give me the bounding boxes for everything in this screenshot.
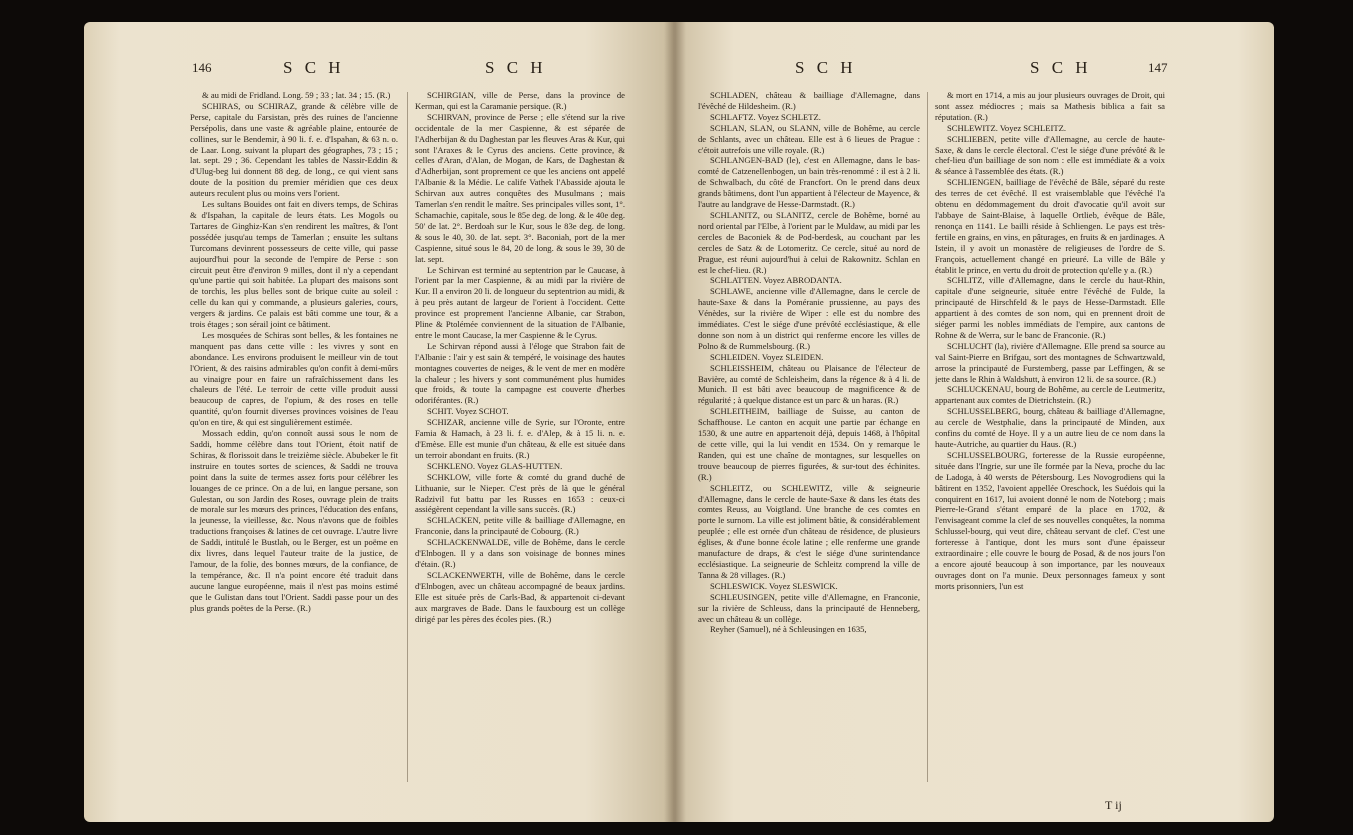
entry-paragraph: SCHLEWITZ. Voyez SCHLEITZ. <box>947 122 1067 133</box>
entry-paragraph: Reyher (Samuel), né à Schleusingen en 1635, <box>710 624 867 635</box>
entry-paragraph: SCHLIENGEN, bailliage de l'évêché de Bâle, séparé du reste des terres de cet évêché. Il est vraisemblable que l'évêché l'a obtenu en dédommagement du droit d'avocatie qu'il avoit sur l'abbaye de Saint-Blaise, à laquelle Ortlieb, évêque de Bâle, renonça en 1141. Le bailli réside à Schliengen. Le pays est très-fertile en grains, en vins, en pâturages, en fruits & en jardinages. A Istein, il y avoit un monastère de religieuses de l'ordre de S. François, actuellement changé en prieuré. La ville de Bâle y établit le prince, en vertu du droit de protection qu'elle y a. (R.) <box>935 177 1165 275</box>
entry-paragraph: SCHLEISSHEIM, château ou Plaisance de l'électeur de Bavière, au comté de Schleisheim, dans la régence & à 4 li. de Munich. Il est bâti avec beaucoup de magnificence & de régularité ; à quelque distance est un parc & un haras. (R.) <box>698 362 920 406</box>
entry-paragraph: SCLACKENWERTH, ville de Bohême, dans le cercle d'Elnbogen, avec un château accompagné de beaux jardins. Elle est située près de Carls-Bad, & appartenoit ci-devant aux margraves de Bade. Dans le fauxbourg est un collège dirigé par les pères des écoles pies. (R.) <box>415 569 625 624</box>
entry-paragraph: SCHIRAS, ou SCHIRAZ, grande & célèbre ville de Perse, capitale du Farsistan, près des ruines de l'ancienne Persépolis, dans une vaste & agréable plaine, entourée de collines, sur le Bendemir, à 90 li. f. e. d'Ispahan, & 63 n. o. de Laar. Long. suivant la plupart des géographes, 73 ; 15 ; lat. sept. 29 ; 36. Cependant les tables de Nassir-Eddin & d'Ulug-beg lui donnent 88 deg. de long., ce qui vient sans doute de la position du premier méridien que ces deux auteurs reculent plus ou moins vers l'orient. <box>190 100 398 199</box>
entry-paragraph: SCHKLOW, ville forte & comté du grand duché de Lithuanie, sur le Nieper. C'est près de là que le général Radzivil fut battu par les Russes en 1653 : ceux-ci assiégèrent cependant la ville sans succès. (R.) <box>415 471 625 515</box>
entry-paragraph: SCHLEITZ, ou SCHLEWITZ, ville & seigneurie d'Allemagne, dans le cercle de haute-Saxe & dans les états des comtes Reuss, au Voigtland. Une branche de ces comtes en porte le surnom. La ville est joliment bâtie, & considérablement peuplée ; elle est ornée d'un château de résidence, de plusieurs églises, & d'une bonne école latine ; elle renferme une grande manufacture de draps, & c'est le siége d'une surintendance ecclésiastique. La seigneurie de Schleitz comprend la ville de Tanna & 28 villages. (R.) <box>698 482 920 580</box>
entry-paragraph: SCHKLENO. Voyez GLAS-HUTTEN. <box>427 460 563 471</box>
entry-paragraph: SCHLACKENWALDE, ville de Bohême, dans le cercle d'Elnbogen. Il y a dans son voisinage de bonnes mines d'étain. (R.) <box>415 537 625 569</box>
signature-mark: T ij <box>1105 798 1122 812</box>
entry-paragraph: SCHLAN, SLAN, ou SLANN, ville de Bohême, au cercle de Schlants, avec un château. Elle est à 6 lieues de Prague : c'étoit autrefois une ville royale. (R.) <box>698 122 920 155</box>
entry-paragraph: SCHLITZ, ville d'Allemagne, dans le cercle du haut-Rhin, capitale d'une seigneurie, située entre l'évêché de Fulde, la principauté de Hirschfeld & le pays de Hesse-Darmstadt. Elle appartient à des comtes de son nom, qui en prennent droit de siéger parmi les nobles immédiats de l'empire, aux cantons de Rohne & de Werra, sur le banc de Franconie. (R.) <box>935 275 1165 340</box>
entry-paragraph: SCHLEIDEN. Voyez SLEIDEN. <box>710 351 824 362</box>
entry-paragraph: & mort en 1714, a mis au jour plusieurs ouvrages de Droit, qui sont assez médiocres ; mais sa Mathesis biblica a fait sa réputation. (R.) <box>935 90 1165 122</box>
entry-paragraph: SCHLADEN, château & bailliage d'Allemagne, dans l'évêché de Hildesheim. (R.) <box>698 90 920 111</box>
running-head-right-col1: S C H <box>795 58 857 77</box>
entry-paragraph: SCHIRGIAN, ville de Perse, dans la province de Kerman, qui est la Caramanie persique. (R.) <box>415 90 625 111</box>
entry-paragraph: SCHLEITHEIM, bailliage de Suisse, au canton de Schaffhouse. Le canton en acquit une partie par échange en 1530, & une autre en appartenoit déjà, depuis 1468, à l'hôpital de cette ville, qui la lui vendit en 1534. On y remarque le Randen, qui est une chaîne de montagnes, sur lesquelles on trouve beaucoup de pierres figurées, & sur-tout des échinites. (R.) <box>698 406 920 482</box>
entry-paragraph: SCHLUCHT (la), rivière d'Allemagne. Elle prend sa source au val Saint-Pierre en Brifgau, sort des montagnes de Schwartzwald, arrose la principauté de Furstemberg, passe par Leffingen, & se jette dans le Rhin à Waldshutt, à environ 12 li. de sa source. (R.) <box>935 340 1165 384</box>
running-head-left-col2: S C H <box>485 58 547 77</box>
entry-paragraph: Le Schirvan répond aussi à l'éloge que Strabon fait de l'Albanie : l'air y est sain & tempéré, le voisinage des hautes montagnes couvertes de neiges, & le vent de mer en modère la chaleur ; les hivers y sont communément plus humides que froids, & toute la campagne est couverte d'herbes odoriférantes. (R.) <box>415 340 625 406</box>
entry-paragraph: SCHIRVAN, province de Perse ; elle s'étend sur la rive occidentale de la mer Caspienne, & est séparée de l'Adherbijan & du Daghestan par les fleuves Aras & Kur, qui sont l'Araxes & le Cyrus des anciens. Cette province, & celles d'Aran, d'Alan, de Mogan, de Kars, de Daghestan & d'Adherbijan, sont proprement ce que les anciens ont appelé l'Albanie & la Médie. Le calife Vathek l'Abasside ajouta le Schirvan aux autres conquêtes des Musulmans ; mais Tamerlan s'en rendit le maître. Ses principales villes sont, 1°. Schamachie, capitale, sous le 85e deg. de long. & le 40e deg. 50' de lat. 2°. Berdoah sur le Kur, sous le 83e deg. de long. & sous le 40, 30. de lat. sept. 3°. Baconiah, port de la mer Caspienne, situé sous le 84, 20 de long. & sous le 39, 30 de lat. sept. <box>415 111 625 264</box>
entry-paragraph: Les sultans Bouides ont fait en divers temps, de Schiras & d'Ispahan, la capitale de leurs états. Les Mogols ou Tartares de Ginghiz-Kan s'en rendirent les maîtres, & l'ont possédée jusqu'au temps de Tamerlan ; ensuite les sultans Turcomans devinrent possesseurs de cette ville, qui passe aujourd'hui pour la seconde de l'empire de Perse : son circuit peut être d'environ 9 milles, dont il n'y a cependant qu'une partie qui soit habitée. La plupart des maisons sont de torchis, les plus belles sont de brique cuite au soleil : celle du kan qui y commande, a plusieurs galeries, cours, vergers & jardins. Ce palais est bâti comme une tour, & a trois étages ; son sérail joint ce bâtiment. <box>190 199 398 330</box>
book-gutter <box>664 22 686 822</box>
entry-paragraph: & au midi de Fridland. Long. 59 ; 33 ; lat. 34 ; 15. (R.) <box>202 90 391 100</box>
running-head-left-col1: S C H <box>283 58 345 77</box>
running-head-right-col2: S C H <box>1030 58 1092 77</box>
entry-paragraph: SCHLUSSELBOURG, forteresse de la Russie européenne, située dans l'Ingrie, sur une île formée par la Neva, proche du lac de Ladoga, à 40 wersts de Pétersbourg. Les Novogrodiens qui la bâtirent en 1352, l'avoient appellée Oreschock, les Suédois qui la conquirent en 1617, lui avoient donné le nom de Noteborg ; mais Pierre-le-Grand s'étant emparé de la place en 1702, & l'envisageant comme la clef de ses nouvelles conquêtes, la nomma Schlussel-bourg, qui veut dire, château servant de clef. C'est une forteresse à l'antique, dont les murs sont d'une épaisseur extraordinaire ; elle couvre le bourg de Posad, & de nos jours l'on a encore ajouté beaucoup à son importance, par les nouveaux ouvrages dont on l'a munie. Deux personnages fameux y sont morts prisonniers, l'un est <box>935 449 1165 591</box>
right-page-column-1 <box>698 90 920 802</box>
entry-paragraph: SCHLUSSELBERG, bourg, château & bailliage d'Allemagne, au cercle de Westphalie, dans la principauté de Minden, aux confins du comté de Hoye. Il y a un autre lieu de ce nom dans la haute-Autriche, au quartier du Haus. (R.) <box>935 406 1165 449</box>
entry-paragraph: SCHLEUSINGEN, petite ville d'Allemagne, en Franconie, sur la rivière de Schleuss, dans la principauté de Henneberg, avec un château & un collège. <box>698 591 920 624</box>
entry-paragraph: SCHLATTEN. Voyez ABRODANTA. <box>710 275 842 286</box>
entry-paragraph: SCHLANGEN-BAD (le), c'est en Allemagne, dans le bas-comté de Catzenellenbogen, un bain très-renommé : il est à 2 li. de Schwalbach, du côté de Francfort. On le prend dans deux grands bâtimens, dont l'un appartient à l'électeur de Mayence, & l'autre au landgrave de Hesse-Darmstadt. (R.) <box>698 155 920 210</box>
entry-paragraph: Mossach eddin, qu'on connoît aussi sous le nom de Saddi, homme célèbre dans tout l'Orient, étoit natif de Schiras, & florissoit dans le treizième siècle. Abubeker le fit instruire en toutes sortes de sciences, & Saddi ne trouva point dans la suite de termes assez forts pour célébrer les louanges de ce prince. On a de lui, en langue persane, son Gulestan, ou son Jardin des Roses, ouvrage plein de traits de morale sur les mœurs des princes, l'éducation des enfans, la jeunesse, la vieillesse, &c. Nous n'avons que de foibles traductions françoises & latines de cet ouvrage. L'autre livre de Saddi, intitulé le Bustlah, ou le Berger, est un poëme en dix livres, dans lequel l'auteur traite de la justice, de l'amour, de la folie, des bonnes mœurs, de la confiance, de la tempérance, &c. Il n'a point encore été traduit dans aucune langue européenne, mais il n'est pas moins estimé que le Gulistan dans tout l'Orient. Saddi passe pour un des plus grands poëtes de la Perse. (R.) <box>190 428 398 613</box>
entry-paragraph: Les mosquées de Schiras sont belles, & les fontaines ne manquent pas dans cette ville : les vivres y sont en abondance. Les environs produisent le meilleur vin de tout l'Orient, & des raisins admirables qu'on confit à demi-mûrs au vinaigre pour en faire un rafraîchissement dans les chaleurs de l'été. Le terroir de cette ville produit aussi beaucoup de capres, de l'opium, & des roses en telle quantité, qu'on fournit diverses provinces voisines de l'eau qu'on en tire, & qui est singulièrement estimée. <box>190 329 398 428</box>
entry-paragraph: SCHIT. Voyez SCHOT. <box>427 406 509 417</box>
column-divider-left <box>407 92 408 782</box>
page-number-right: 147 <box>1148 60 1168 75</box>
entry-paragraph: SCHLAFTZ. Voyez SCHLETZ. <box>710 111 821 122</box>
entry-paragraph: SCHLAWE, ancienne ville d'Allemagne, dans le cercle de haute-Saxe & dans la Poméranie prussienne, au pays des Vénèdes, sur la rivière de Wiper : elle est du nombre des immédiates. C'est le siége d'une prévôté ecclésiastique, & elle donne son nom à un district qui renferme encore les villes de Polno & de Rummelsbourg. (R.) <box>698 286 920 351</box>
entry-paragraph: SCHLIEBEN, petite ville d'Allemagne, au cercle de haute-Saxe, & dans le cercle électoral. C'est le siége d'une prévôté & le chef-lieu d'un bailliage de son nom : elle est immédiate & a voix & séance à l'assemblée des états. (R.) <box>935 133 1165 177</box>
left-page-column-1 <box>190 90 398 802</box>
entry-paragraph: SCHIZAR, ancienne ville de Syrie, sur l'Oronte, entre Famia & Hamach, à 23 li. f. e. d'Alep, & à 15 li. n. e. d'Emèse. Elle est munie d'un château, & elle est située dans un terroir abondant en fruits. (R.) <box>415 417 625 460</box>
left-page-column-2 <box>415 90 625 802</box>
entry-paragraph: Le Schirvan est terminé au septentrion par le Caucase, à l'orient par la mer Caspienne, & au midi par la rivière de Kur. Il a environ 20 li. de longueur du septentrion au midi, & à peu près autant de largeur de l'orient à l'occident. Cette province est proprement l'ancienne Albanie, car Strabon, Pline & Ptolémée conviennent de la situation de l'Albanie, entre le mont Caucase, la mer Caspienne & le Cyrus. <box>415 264 625 340</box>
page-number-left: 146 <box>192 60 212 75</box>
column-divider-right <box>927 92 928 782</box>
right-page-column-2 <box>935 90 1165 790</box>
entry-paragraph: SCHLESWICK. Voyez SLESWICK. <box>710 580 838 591</box>
entry-paragraph: SCHLACKEN, petite ville & bailliage d'Allemagne, en Franconie, dans la principauté de Cobourg. (R.) <box>415 515 625 537</box>
entry-paragraph: SCHLANITZ, ou SLANITZ, cercle de Bohême, borné au nord oriental par l'Elbe, à l'orient par le Muldaw, au midi par les cercles de Baconiek & de Pod-berdesk, au couchant par les cercles de Satz & de Lotomeritz. Ce cercle, situé au nord de Prague, est réuni aujourd'hui à celui de Rakownitz. Schlan en est le chef-lieu. (R.) <box>698 209 920 275</box>
entry-paragraph: SCHLUCKENAU, bourg de Bohême, au cercle de Leutmeritz, appartenant aux comtes de Dietrichstein. (R.) <box>935 384 1165 406</box>
